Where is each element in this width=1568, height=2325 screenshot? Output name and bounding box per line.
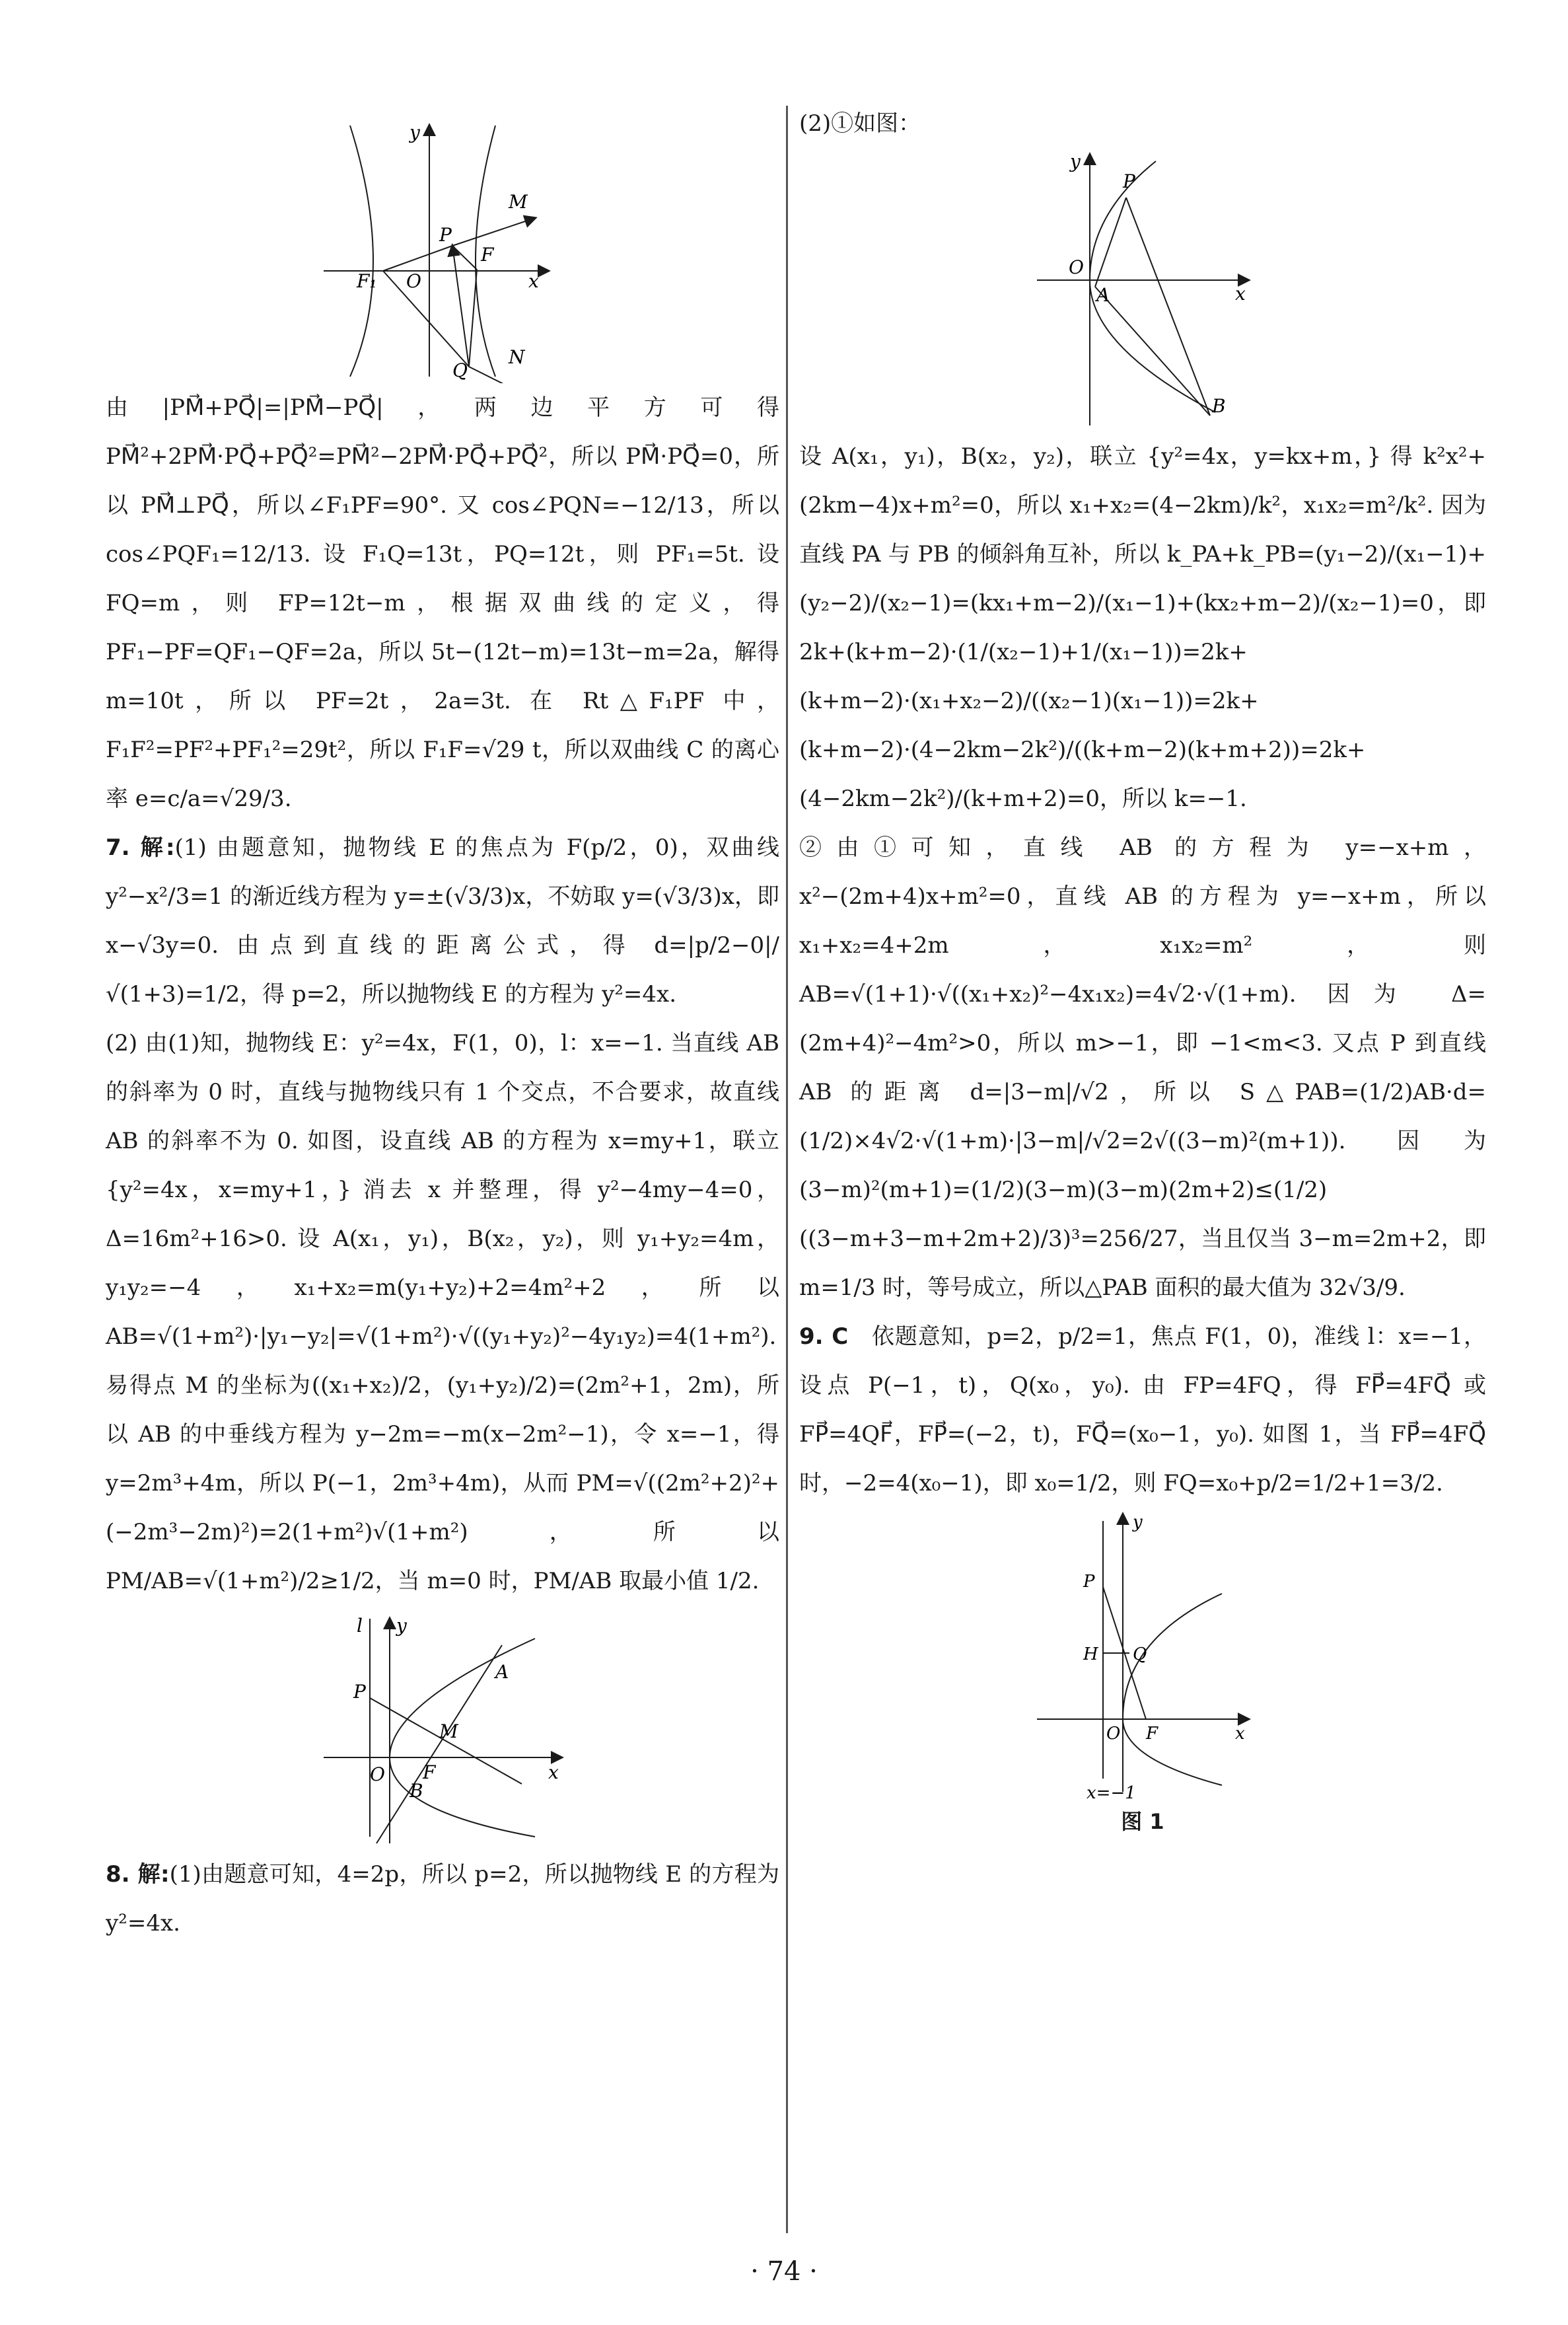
fig1-label: y <box>410 122 420 143</box>
column-divider <box>786 106 788 2233</box>
fig4-label: x <box>1235 1724 1245 1744</box>
fig4-label: H <box>1083 1644 1098 1664</box>
figure-caption: 图 1 <box>1121 1809 1164 1834</box>
fig1-label: N <box>509 346 525 368</box>
fig2-label: O <box>370 1763 385 1785</box>
problem-number: 7. 解: <box>106 834 175 861</box>
fig1-label: x <box>528 270 539 292</box>
fig4-label: F <box>1146 1724 1158 1744</box>
fig4-label: y <box>1133 1512 1143 1532</box>
parabola-figure-3 <box>1024 1508 1262 1805</box>
fig2-label: B <box>410 1780 423 1802</box>
fig4-label: P <box>1083 1572 1095 1592</box>
fig4-label: Q <box>1133 1644 1147 1664</box>
solution-9-text <box>799 1312 1486 1508</box>
fig3-label: x <box>1235 283 1246 305</box>
hyperbola-figure <box>310 99 575 383</box>
problem-number: 9. C <box>799 1323 849 1350</box>
solution-6-text: 由|PM⃗+PQ⃗|=|PM⃗−PQ⃗|，两边平方可得 PM⃗²+2PM⃗·PQ⃗+PQ⃗²=PM⃗²−2PM⃗·PQ⃗+PQ⃗²，所以 PM⃗·PQ⃗=0，所以 PM⃗⊥PQ⃗，所以∠F₁PF=90°. 又 cos∠PQN=−12/13，所以 cos∠PQF₁=12/13. 设 F₁Q=13t，PQ=12t，则 PF₁=5t. 设 FQ=m，则 FP=12t−m，根据双曲线的定义，得 PF₁−PF=QF₁−QF=2a，所以 5t−(12t−m)=13t−m=2a，解得 m=10t，所以 PF=2t，2a=3t. 在 Rt△F₁PF 中，F₁F²=PF²+PF₁²=29t²，所以 F₁F=√29 t，所以双曲线 C 的离心率 e=c/a=√29/3. <box>106 394 779 812</box>
fig3-label: B <box>1212 395 1226 417</box>
fig2-label: A <box>495 1661 509 1683</box>
fig4-label: x=−1 <box>1087 1783 1136 1803</box>
fig1-label: P <box>439 224 452 246</box>
solution-9-body: 依题意知，p=2，p/2=1，焦点 F(1，0)，准线 l：x=−1，设点 P(−1，t)，Q(x₀，y₀). 由 FP=4FQ，得 FP⃗=4FQ⃗ 或 FP⃗=4QF⃗，FP⃗=(−2，t)，FQ⃗=(x₀−1，y₀). 如图 1，当 FP⃗=4FQ⃗ 时，−2=4(x₀−1)，即 x₀=1/2，则 FQ=x₀+p/2=1/2+1=3/2. <box>799 1323 1486 1496</box>
solution-7-text: (1) 由题意知，抛物线 E 的焦点为 F(p/2，0)，双曲线 y²−x²/3=1 的渐近线方程为 y=±(√3/3)x，不妨取 y=(√3/3)x，即 x−√3y=0. 由点到直线的距离公式，得 d=|p/2−0|/√(1+3)=1/2，得 p=2，所以抛物线 E 的方程为 y²=4x. <box>106 834 779 1008</box>
fig3-label: y <box>1070 151 1081 172</box>
fig2-label: x <box>548 1761 559 1783</box>
fig2-label: M <box>439 1720 458 1742</box>
right-column <box>799 99 1486 1835</box>
fig1-label: Q <box>452 359 468 381</box>
fig2-label: y <box>396 1615 407 1637</box>
solution-8-text: (1)由题意可知，4=2p，所以 p=2，所以抛物线 E 的方程为 y²=4x. <box>106 1861 779 1937</box>
fig1-label: F <box>481 244 494 266</box>
fig1-label: O <box>406 270 421 292</box>
page-number: · 74 · <box>750 2256 818 2287</box>
left-column <box>106 99 779 1948</box>
fig3-label: O <box>1069 256 1084 278</box>
solution-7-part2: (2) 由(1)知，抛物线 E：y²=4x，F(1，0)，l：x=−1. 当直线 AB 的斜率为 0 时，直线与抛物线只有 1 个交点，不合要求，故直线 AB 的斜率不为 0. 如图，设直线 AB 的方程为 x=my+1，联立 {y²=4x，x=my+1，} 消去 x 并整理，得 y²−4my−4=0，Δ=16m²+16>0. 设 A(x₁，y₁)，B(x₂，y₂)，则 y₁+y₂=4m，y₁y₂=−4，x₁+x₂=m(y₁+y₂)+2=4m²+2，所以 AB=√(1+m²)·|y₁−y₂|=√(1+m²)·√((y₁+y₂)²−4y₁y₂)=4(1+m²). 易得点 M 的坐标为((x₁+x₂)/2，(y₁+y₂)/2)=(2m²+1，2m)，所以 AB 的中垂线方程为 y−2m=−m(x−2m²−1)，令 x=−1，得 y=2m³+4m，所以 P(−1，2m³+4m)，从而 PM=√((2m²+2)²+(−2m³−2m)²)=2(1+m²)√(1+m²)，所以 PM/AB=√(1+m²)/2≥1/2，当 m=0 时，PM/AB 取最小值 1/2. <box>106 1030 779 1594</box>
problem-number: 8. 解: <box>106 1861 170 1888</box>
solution-8-part1 <box>106 1850 779 1948</box>
solution-8-part2-heading: (2)①如图： <box>799 110 921 137</box>
fig2-label: l <box>357 1615 363 1637</box>
fig3-label: P <box>1123 170 1135 192</box>
fig1-label: F₁ <box>357 270 377 292</box>
fig3-label: A <box>1096 284 1110 306</box>
fig2-label: F <box>423 1761 436 1783</box>
parabola-figure-2 <box>1024 148 1262 432</box>
fig4-label: O <box>1106 1724 1121 1744</box>
solution-7-part1 <box>106 823 779 1019</box>
fig1-label: M <box>509 191 528 213</box>
parabola-figure-1 <box>317 1605 568 1850</box>
fig2-label: P <box>353 1681 366 1703</box>
solution-8-part2-text: 设 A(x₁，y₁)，B(x₂，y₂)，联立 {y²=4x，y=kx+m，} 得 k²x²+(2km−4)x+m²=0，所以 x₁+x₂=(4−2km)/k²，x₁x₂=m²/k². 因为直线 PA 与 PB 的倾斜角互补，所以 k_PA+k_PB=(y₁−2)/(x₁−1)+(y₂−2)/(x₂−1)=(kx₁+m−2)/(x₁−1)+(kx₂+m−2)/(x₂−1)=0，即 2k+(k+m−2)·(1/(x₂−1)+1/(x₁−1))=2k+(k+m−2)·(x₁+x₂−2)/((x₂−1)(x₁−1))=2k+(k+m−2)·(4−2km−2k²)/((k+m−2)(k+m+2))=2k+(4−2km−2k²)/(k+m+2)=0，所以 k=−1. <box>799 443 1486 812</box>
solution-8-part3-text: ②由①可知，直线 AB 的方程为 y=−x+m，x²−(2m+4)x+m²=0，直线 AB 的方程为 y=−x+m，所以 x₁+x₂=4+2m，x₁x₂=m²，则 AB=√(1+1)·√((x₁+x₂)²−4x₁x₂)=4√2·√(1+m). 因为 Δ=(2m+4)²−4m²>0，所以 m>−1，即 −1<m<3. 又点 P 到直线 AB 的距离 d=|3−m|/√2，所以 S△PAB=(1/2)AB·d=(1/2)×4√2·√(1+m)·|3−m|/√2=2√((3−m)²(m+1)). 因为 (3−m)²(m+1)=(1/2)(3−m)(3−m)(2m+2)≤(1/2)((3−m+3−m+2m+2)/3)³=256/27，当且仅当 3−m=2m+2，即 m=1/3 时，等号成立，所以△PAB 面积的最大值为 32√3/9. <box>799 834 1486 1301</box>
